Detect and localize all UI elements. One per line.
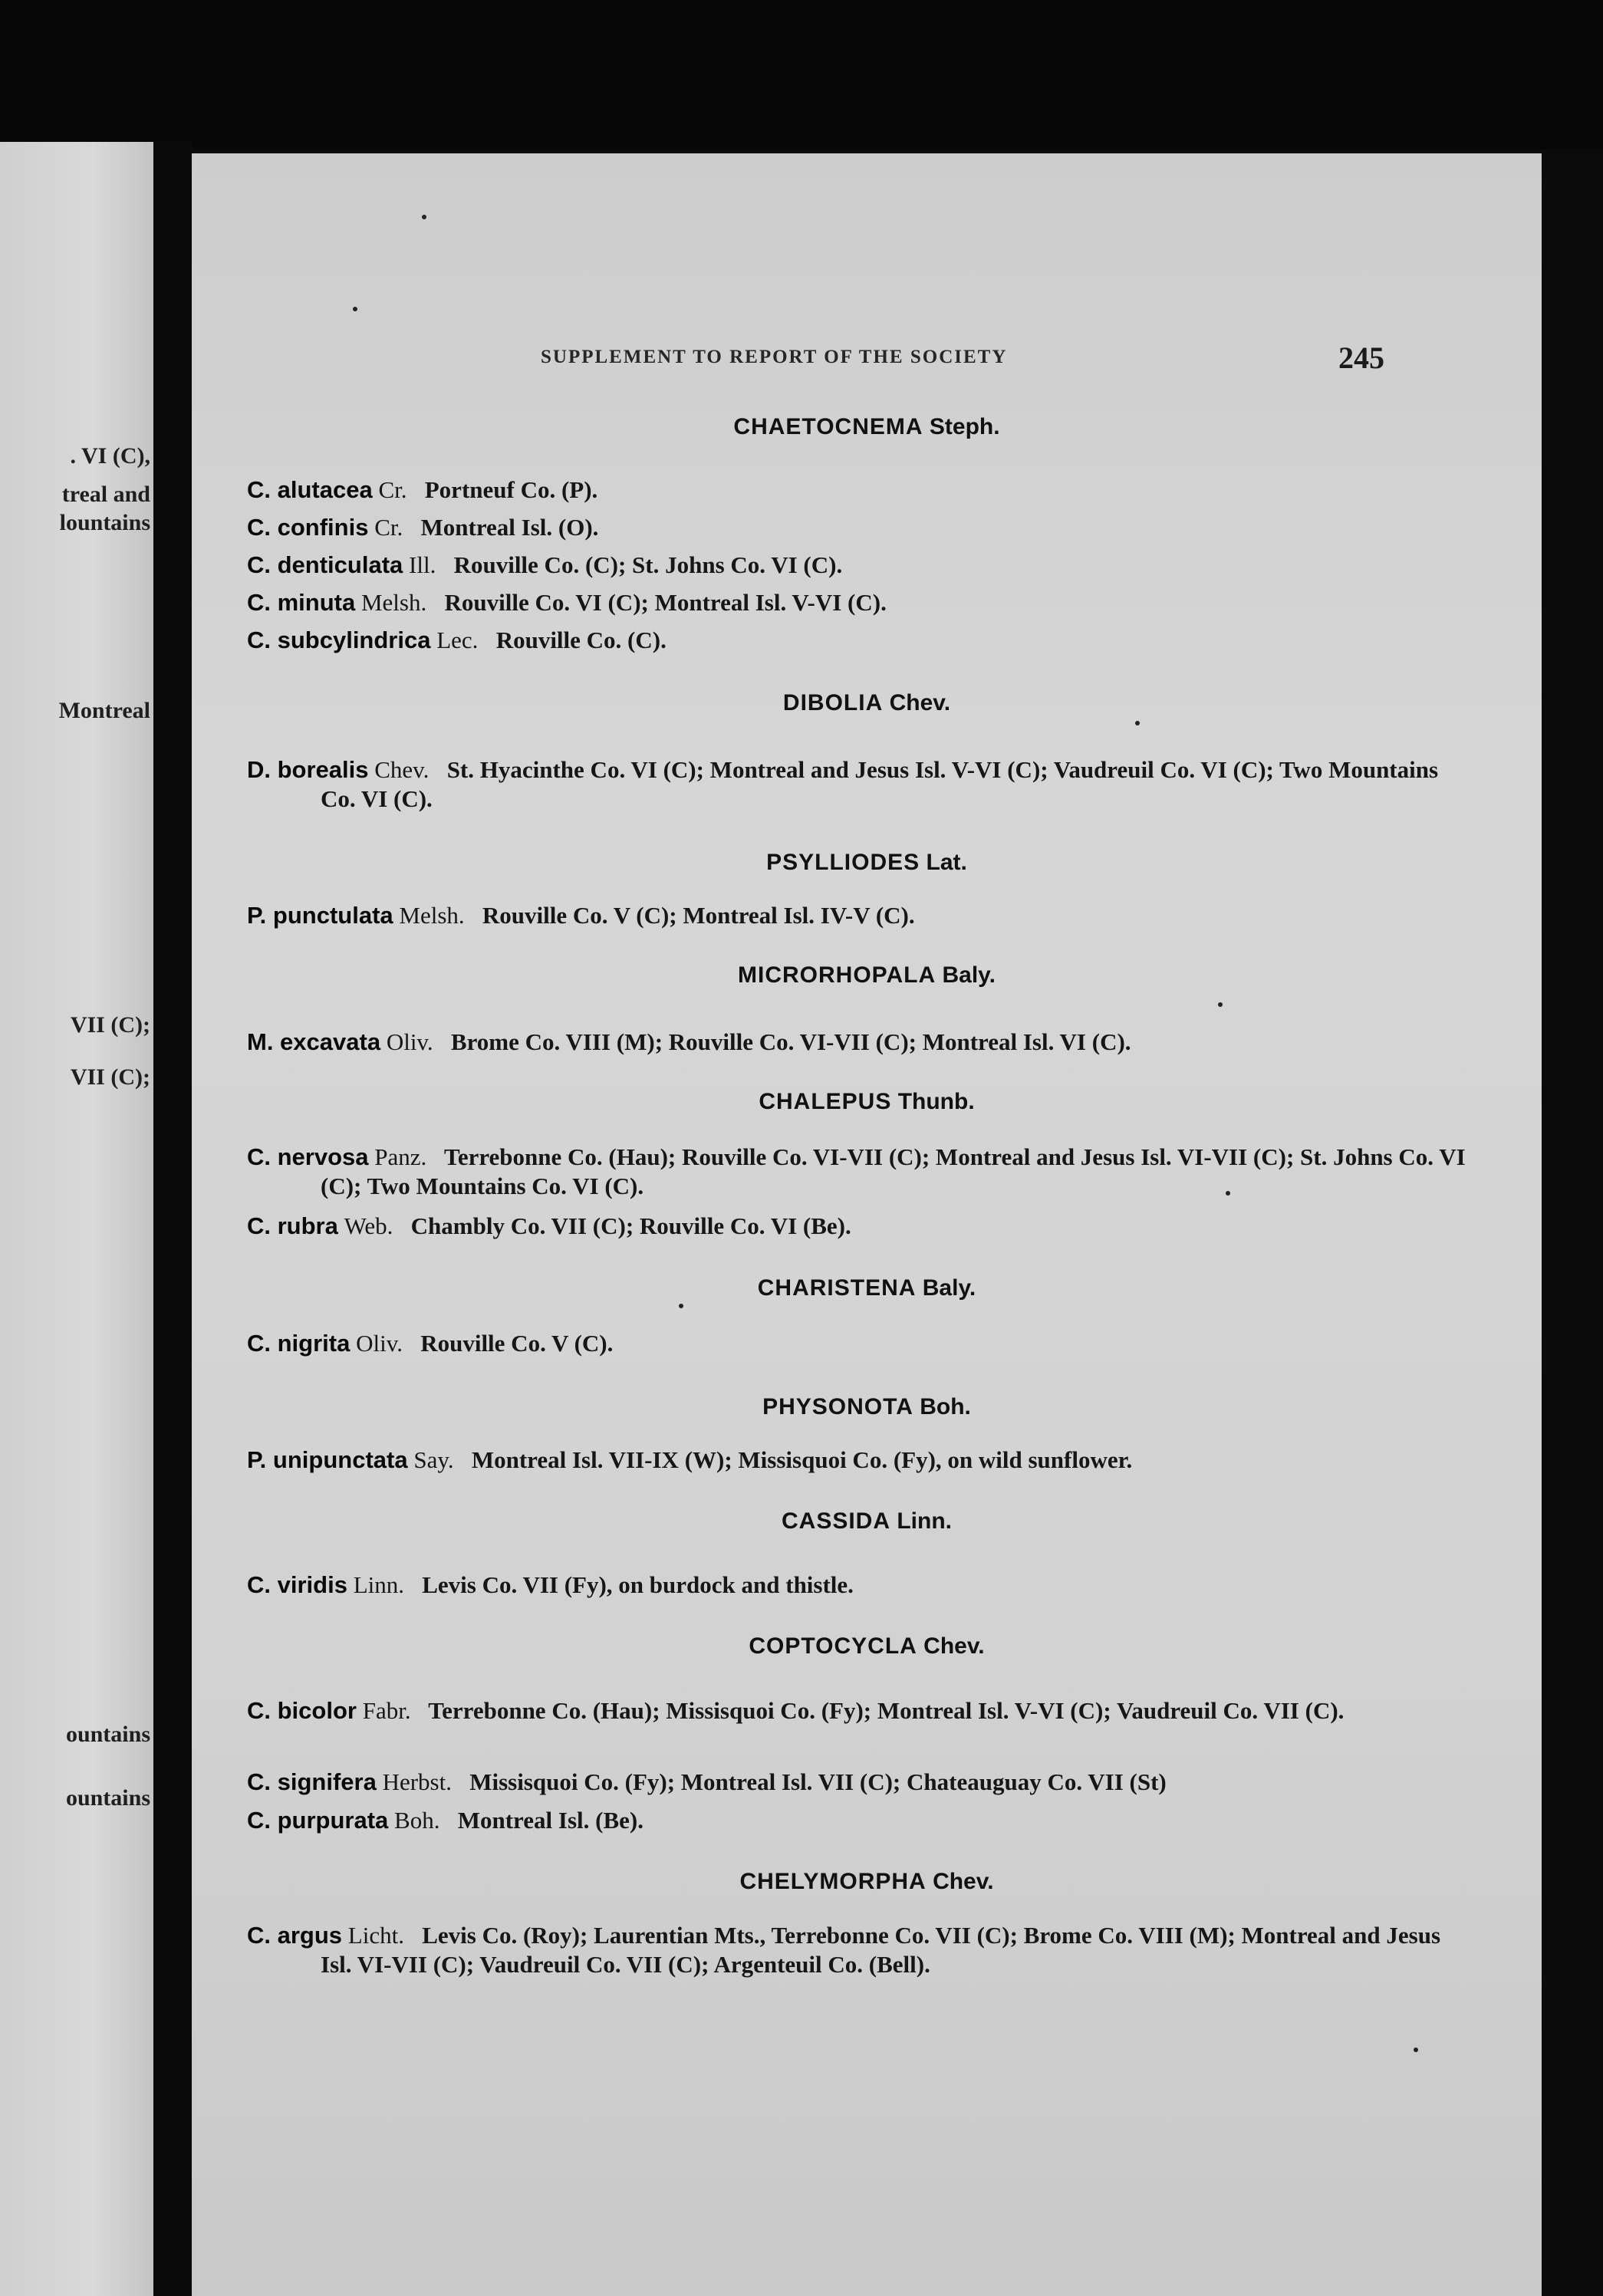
locality-text: Terrebonne Co. (Hau); Missisquoi Co. (Fy); Montreal Isl. V-VI (C); Vaudreuil Co. VII (C). bbox=[428, 1697, 1345, 1724]
species-name: C. argus bbox=[247, 1922, 343, 1949]
genus-author: Baly. bbox=[922, 1275, 976, 1301]
genus-heading bbox=[192, 1508, 1542, 1535]
left-page-text: ountains bbox=[65, 1722, 150, 1747]
genus-heading bbox=[192, 962, 1542, 988]
locality-text: Brome Co. VIII (M); Rouville Co. VI-VII (C); Montreal Isl. VI (C). bbox=[450, 1028, 1131, 1055]
locality-text: Rouville Co. V (C); Montreal Isl. IV-V (C). bbox=[482, 902, 915, 929]
species-name: C. nervosa bbox=[247, 1143, 369, 1170]
genus-name: CHARISTENA bbox=[757, 1275, 917, 1301]
left-page-text: VII (C); bbox=[70, 1012, 150, 1038]
species-author: Herbst. bbox=[382, 1768, 452, 1795]
species-author: Cr. bbox=[378, 476, 407, 503]
species-name: C. subcylindrica bbox=[247, 627, 431, 653]
genus-heading bbox=[192, 1089, 1542, 1115]
locality-text: St. Hyacinthe Co. VI (C); Montreal and Jesus Isl. V-VI (C); Vaudreuil Co. VI (C); Two Mountains Co. VI (C). bbox=[321, 756, 1439, 812]
species-name: C. alutacea bbox=[247, 476, 373, 503]
species-entry bbox=[247, 588, 1471, 617]
species-author: Boh. bbox=[394, 1807, 440, 1834]
species-entry bbox=[247, 901, 1471, 930]
species-author: Say. bbox=[413, 1446, 454, 1473]
species-entry bbox=[247, 1806, 1471, 1835]
page-number: 245 bbox=[1338, 340, 1384, 375]
scan-speck bbox=[1414, 2048, 1418, 2052]
locality-text: Chambly Co. VII (C); Rouville Co. VI (Be). bbox=[410, 1212, 851, 1239]
species-author: Oliv. bbox=[356, 1330, 403, 1357]
species-name: C. rubra bbox=[247, 1212, 338, 1239]
species-entry bbox=[247, 626, 1471, 655]
genus-author: Steph. bbox=[929, 414, 1000, 439]
species-name: C. viridis bbox=[247, 1571, 347, 1598]
genus-heading bbox=[192, 1394, 1542, 1420]
genus-heading bbox=[192, 1633, 1542, 1660]
genus-author: Lat. bbox=[926, 850, 967, 875]
species-author: Melsh. bbox=[399, 902, 465, 929]
left-page-text: treal and bbox=[61, 482, 150, 507]
species-author: Oliv. bbox=[386, 1028, 433, 1055]
species-name: C. nigrita bbox=[247, 1330, 351, 1357]
book-gutter bbox=[153, 142, 192, 2296]
species-entry bbox=[247, 1921, 1471, 1979]
species-author: Chev. bbox=[374, 756, 430, 783]
species-entry bbox=[247, 1329, 1471, 1358]
locality-text: Missisquoi Co. (Fy); Montreal Isl. VII (C); Chateauguay Co. VII (St) bbox=[469, 1768, 1167, 1795]
species-author: Licht. bbox=[347, 1922, 404, 1949]
scan-speck bbox=[353, 307, 357, 311]
species-entry bbox=[247, 475, 1471, 505]
left-page-text: Montreal bbox=[58, 698, 150, 723]
left-page-text: VII (C); bbox=[70, 1064, 150, 1090]
genus-name: PHYSONOTA bbox=[762, 1394, 913, 1419]
species-author: Web. bbox=[344, 1212, 393, 1239]
species-name: C. signifera bbox=[247, 1768, 377, 1795]
species-author: Ill. bbox=[409, 551, 436, 578]
species-name: C. purpurata bbox=[247, 1807, 389, 1834]
species-entry bbox=[247, 755, 1471, 814]
genus-author: Chev. bbox=[933, 1869, 994, 1894]
species-entry bbox=[247, 1028, 1471, 1057]
genus-name: CHALEPUS bbox=[759, 1089, 892, 1114]
scan-right-border bbox=[1542, 150, 1603, 2296]
scan-top-border bbox=[0, 0, 1603, 150]
locality-text: Montreal Isl. (Be). bbox=[457, 1807, 644, 1834]
species-name: D. borealis bbox=[247, 756, 369, 783]
species-entry bbox=[247, 551, 1471, 580]
scan-speck bbox=[1135, 721, 1140, 725]
genus-name: CHELYMORPHA bbox=[739, 1869, 927, 1894]
scan-speck bbox=[1218, 1002, 1223, 1007]
locality-text: Montreal Isl. (O). bbox=[420, 514, 599, 541]
adjacent-page-fragment bbox=[0, 142, 153, 2296]
species-entry bbox=[247, 1768, 1471, 1797]
scan-speck bbox=[1226, 1191, 1230, 1196]
species-author: Lec. bbox=[436, 627, 479, 653]
genus-heading bbox=[192, 850, 1542, 876]
species-entry bbox=[247, 1212, 1471, 1241]
species-entry bbox=[247, 513, 1471, 542]
species-entry bbox=[247, 1143, 1471, 1201]
genus-author: Chev. bbox=[889, 690, 951, 715]
locality-text: Levis Co. VII (Fy), on burdock and thistle. bbox=[422, 1571, 854, 1598]
species-name: P. unipunctata bbox=[247, 1446, 408, 1473]
locality-text: Rouville Co. V (C). bbox=[420, 1330, 614, 1357]
left-page-text: . VI (C), bbox=[70, 443, 150, 469]
species-name: C. minuta bbox=[247, 589, 356, 616]
genus-author: Chev. bbox=[923, 1633, 985, 1659]
species-entry bbox=[247, 1571, 1471, 1600]
genus-author: Thunb. bbox=[897, 1089, 975, 1114]
genus-author: Linn. bbox=[897, 1508, 952, 1534]
species-name: M. excavata bbox=[247, 1028, 381, 1055]
species-author: Cr. bbox=[374, 514, 403, 541]
locality-text: Montreal Isl. VII-IX (W); Missisquoi Co. (Fy), on wild sunflower. bbox=[471, 1446, 1133, 1473]
genus-heading bbox=[192, 1869, 1542, 1895]
locality-text: Portneuf Co. (P). bbox=[424, 476, 598, 503]
genus-name: COPTOCYCLA bbox=[749, 1633, 917, 1659]
left-page-text: lountains bbox=[59, 510, 150, 535]
left-page-text: ountains bbox=[65, 1785, 150, 1811]
species-name: C. bicolor bbox=[247, 1697, 357, 1724]
locality-text: Rouville Co. (C); St. Johns Co. VI (C). bbox=[453, 551, 843, 578]
species-author: Panz. bbox=[374, 1143, 427, 1170]
species-entry bbox=[247, 1446, 1471, 1475]
locality-text: Levis Co. (Roy); Laurentian Mts., Terrebonne Co. VII (C); Brome Co. VIII (M); Montreal and Jesus Isl. VI-VII (C); Vaudreuil Co. VII (C); Argenteuil Co. (Bell). bbox=[321, 1922, 1441, 1978]
species-author: Fabr. bbox=[362, 1697, 411, 1724]
genus-name: DIBOLIA bbox=[782, 690, 884, 715]
species-entry bbox=[247, 1696, 1471, 1725]
scan-speck bbox=[679, 1304, 683, 1308]
genus-name: PSYLLIODES bbox=[766, 850, 920, 875]
species-author: Linn. bbox=[353, 1571, 404, 1598]
locality-text: Terrebonne Co. (Hau); Rouville Co. VI-VII (C); Montreal and Jesus Isl. VI-VII (C); St. Johns Co. VI (C); Two Mountains Co. VI (C). bbox=[321, 1143, 1466, 1199]
genus-name: CHAETOCNEMA bbox=[733, 414, 923, 439]
genus-heading bbox=[192, 414, 1542, 440]
genus-heading bbox=[192, 1275, 1542, 1301]
species-name: C. denticulata bbox=[247, 551, 403, 578]
genus-author: Boh. bbox=[920, 1394, 971, 1419]
running-head: SUPPLEMENT TO REPORT OF THE SOCIETY bbox=[541, 347, 1008, 367]
species-name: P. punctulata bbox=[247, 902, 393, 929]
genus-name: CASSIDA bbox=[781, 1508, 890, 1534]
genus-author: Baly. bbox=[942, 962, 996, 988]
species-author: Melsh. bbox=[360, 589, 427, 616]
scan-speck bbox=[422, 215, 426, 219]
genus-heading bbox=[192, 690, 1542, 716]
locality-text: Rouville Co. (C). bbox=[495, 627, 667, 653]
genus-name: MICRORHOPALA bbox=[738, 962, 936, 988]
species-name: C. confinis bbox=[247, 514, 369, 541]
locality-text: Rouville Co. VI (C); Montreal Isl. V-VI (C). bbox=[444, 589, 887, 616]
